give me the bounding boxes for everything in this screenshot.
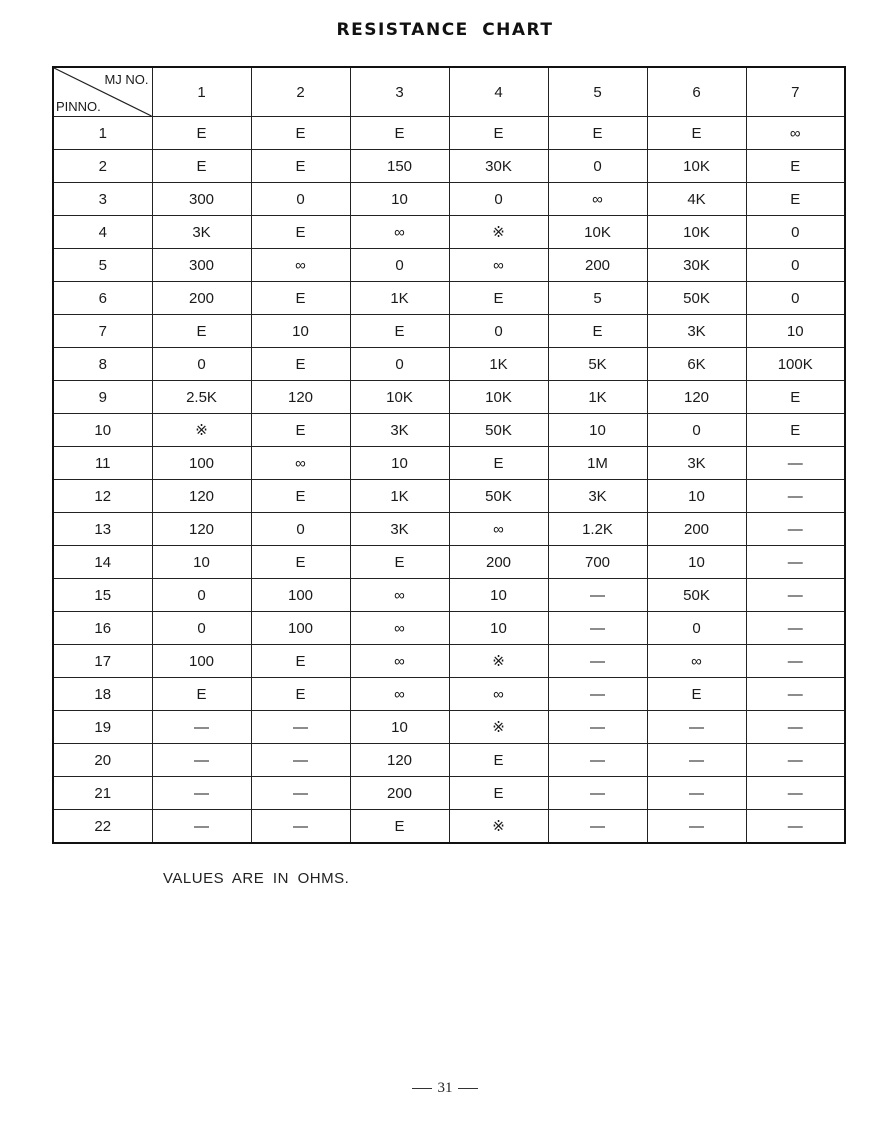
resistance-value-cell: ∞ bbox=[251, 249, 350, 282]
resistance-value-cell: 0 bbox=[548, 150, 647, 183]
resistance-value-cell: 150 bbox=[350, 150, 449, 183]
resistance-value-cell: — bbox=[746, 744, 845, 777]
resistance-value-cell: 200 bbox=[647, 513, 746, 546]
resistance-value-cell: 0 bbox=[350, 249, 449, 282]
pin-number-cell: 21 bbox=[53, 777, 152, 810]
resistance-value-cell: 10 bbox=[647, 480, 746, 513]
resistance-value-cell: E bbox=[251, 216, 350, 249]
resistance-value-cell: — bbox=[647, 711, 746, 744]
resistance-value-cell: — bbox=[548, 678, 647, 711]
resistance-value-cell: 10K bbox=[548, 216, 647, 249]
resistance-value-cell: 200 bbox=[152, 282, 251, 315]
table-row bbox=[53, 480, 845, 513]
table-row bbox=[53, 678, 845, 711]
resistance-value-cell: 3K bbox=[548, 480, 647, 513]
resistance-value-cell: — bbox=[746, 777, 845, 810]
resistance-value-cell: ∞ bbox=[647, 645, 746, 678]
resistance-value-cell: ∞ bbox=[350, 678, 449, 711]
resistance-value-cell: E bbox=[152, 117, 251, 150]
resistance-value-cell: 120 bbox=[152, 480, 251, 513]
table-row bbox=[53, 348, 845, 381]
column-header: 2 bbox=[251, 67, 350, 117]
table-row bbox=[53, 645, 845, 678]
resistance-value-cell: — bbox=[647, 744, 746, 777]
resistance-value-cell: 10 bbox=[152, 546, 251, 579]
pin-number-cell: 22 bbox=[53, 810, 152, 844]
resistance-value-cell: 0 bbox=[350, 348, 449, 381]
resistance-value-cell: E bbox=[251, 348, 350, 381]
resistance-value-cell: 0 bbox=[746, 249, 845, 282]
pin-number-cell: 11 bbox=[53, 447, 152, 480]
pin-number-cell: 7 bbox=[53, 315, 152, 348]
resistance-value-cell: E bbox=[251, 414, 350, 447]
resistance-value-cell: 100 bbox=[251, 579, 350, 612]
resistance-value-cell: 3K bbox=[152, 216, 251, 249]
table-row bbox=[53, 315, 845, 348]
resistance-value-cell: ※ bbox=[449, 810, 548, 844]
table-row bbox=[53, 447, 845, 480]
pin-number-cell: 3 bbox=[53, 183, 152, 216]
resistance-value-cell: E bbox=[449, 117, 548, 150]
pin-number-cell: 10 bbox=[53, 414, 152, 447]
pin-number-cell: 12 bbox=[53, 480, 152, 513]
resistance-value-cell: — bbox=[152, 744, 251, 777]
pin-number-cell: 15 bbox=[53, 579, 152, 612]
table-row bbox=[53, 249, 845, 282]
resistance-value-cell: — bbox=[251, 711, 350, 744]
pin-number-cell: 16 bbox=[53, 612, 152, 645]
resistance-value-cell: 50K bbox=[449, 480, 548, 513]
resistance-value-cell: 10 bbox=[548, 414, 647, 447]
resistance-value-cell: E bbox=[251, 117, 350, 150]
table-row bbox=[53, 579, 845, 612]
table-row bbox=[53, 810, 845, 844]
resistance-value-cell: — bbox=[746, 678, 845, 711]
resistance-value-cell: E bbox=[251, 645, 350, 678]
resistance-value-cell: 0 bbox=[746, 282, 845, 315]
resistance-value-cell: — bbox=[548, 810, 647, 844]
resistance-value-cell: ∞ bbox=[449, 513, 548, 546]
resistance-value-cell: — bbox=[746, 447, 845, 480]
table-row bbox=[53, 150, 845, 183]
resistance-value-cell: E bbox=[449, 777, 548, 810]
resistance-table bbox=[52, 66, 846, 844]
resistance-value-cell: E bbox=[449, 282, 548, 315]
resistance-value-cell: E bbox=[251, 546, 350, 579]
table-row bbox=[53, 546, 845, 579]
column-header: 3 bbox=[350, 67, 449, 117]
resistance-value-cell: E bbox=[350, 546, 449, 579]
resistance-value-cell: 0 bbox=[251, 513, 350, 546]
resistance-value-cell: E bbox=[152, 150, 251, 183]
resistance-value-cell: 10K bbox=[449, 381, 548, 414]
resistance-value-cell: 0 bbox=[449, 315, 548, 348]
resistance-value-cell: 120 bbox=[647, 381, 746, 414]
mj-no-label: MJ NO. bbox=[104, 72, 149, 87]
table-header-row bbox=[53, 67, 845, 117]
resistance-value-cell: 6K bbox=[647, 348, 746, 381]
resistance-value-cell: E bbox=[251, 678, 350, 711]
resistance-value-cell: ※ bbox=[152, 414, 251, 447]
resistance-value-cell: ∞ bbox=[350, 216, 449, 249]
resistance-value-cell: 1M bbox=[548, 447, 647, 480]
table-row bbox=[53, 216, 845, 249]
table-row bbox=[53, 744, 845, 777]
resistance-value-cell: 0 bbox=[152, 579, 251, 612]
resistance-value-cell: E bbox=[350, 117, 449, 150]
table-body bbox=[53, 117, 845, 844]
resistance-value-cell: 200 bbox=[449, 546, 548, 579]
resistance-value-cell: 10K bbox=[647, 150, 746, 183]
resistance-value-cell: ※ bbox=[449, 216, 548, 249]
column-header: 1 bbox=[152, 67, 251, 117]
resistance-value-cell: E bbox=[350, 315, 449, 348]
resistance-value-cell: ∞ bbox=[449, 678, 548, 711]
resistance-value-cell: ∞ bbox=[746, 117, 845, 150]
resistance-value-cell: — bbox=[746, 612, 845, 645]
column-header: 4 bbox=[449, 67, 548, 117]
resistance-value-cell: — bbox=[548, 645, 647, 678]
resistance-value-cell: — bbox=[647, 810, 746, 844]
resistance-value-cell: 1K bbox=[350, 480, 449, 513]
resistance-value-cell: 5 bbox=[548, 282, 647, 315]
pin-number-cell: 18 bbox=[53, 678, 152, 711]
resistance-value-cell: — bbox=[152, 810, 251, 844]
resistance-value-cell: ∞ bbox=[350, 579, 449, 612]
resistance-value-cell: 10 bbox=[647, 546, 746, 579]
column-header: 7 bbox=[746, 67, 845, 117]
resistance-value-cell: 0 bbox=[449, 183, 548, 216]
resistance-value-cell: 300 bbox=[152, 249, 251, 282]
resistance-value-cell: — bbox=[152, 777, 251, 810]
resistance-value-cell: E bbox=[152, 678, 251, 711]
pin-number-cell: 5 bbox=[53, 249, 152, 282]
resistance-value-cell: ∞ bbox=[251, 447, 350, 480]
resistance-value-cell: E bbox=[152, 315, 251, 348]
resistance-value-cell: 10 bbox=[449, 612, 548, 645]
resistance-value-cell: — bbox=[647, 777, 746, 810]
resistance-value-cell: 10 bbox=[350, 711, 449, 744]
pin-number-cell: 9 bbox=[53, 381, 152, 414]
resistance-value-cell: 0 bbox=[152, 348, 251, 381]
resistance-value-cell: ※ bbox=[449, 711, 548, 744]
resistance-value-cell: 200 bbox=[350, 777, 449, 810]
resistance-value-cell: 1.2K bbox=[548, 513, 647, 546]
table-row bbox=[53, 282, 845, 315]
resistance-value-cell: 120 bbox=[152, 513, 251, 546]
resistance-value-cell: — bbox=[548, 777, 647, 810]
resistance-value-cell: 0 bbox=[647, 414, 746, 447]
pin-no-label: PINNO. bbox=[56, 99, 101, 114]
resistance-value-cell: ※ bbox=[449, 645, 548, 678]
resistance-value-cell: 700 bbox=[548, 546, 647, 579]
resistance-value-cell: E bbox=[350, 810, 449, 844]
page-title: RESISTANCE CHART bbox=[336, 20, 554, 40]
resistance-value-cell: 0 bbox=[647, 612, 746, 645]
units-note: VALUES ARE IN OHMS. bbox=[163, 870, 350, 887]
page-number-dash bbox=[412, 1088, 432, 1089]
resistance-value-cell: — bbox=[746, 645, 845, 678]
column-header: 5 bbox=[548, 67, 647, 117]
pin-number-cell: 13 bbox=[53, 513, 152, 546]
table-row bbox=[53, 414, 845, 447]
table-row bbox=[53, 117, 845, 150]
resistance-value-cell: 30K bbox=[647, 249, 746, 282]
resistance-value-cell: 3K bbox=[647, 315, 746, 348]
page-number-text: 31 bbox=[437, 1080, 453, 1096]
resistance-value-cell: 120 bbox=[251, 381, 350, 414]
resistance-value-cell: E bbox=[251, 480, 350, 513]
resistance-value-cell: 0 bbox=[152, 612, 251, 645]
resistance-value-cell: — bbox=[746, 810, 845, 844]
pin-number-cell: 20 bbox=[53, 744, 152, 777]
resistance-value-cell: 1K bbox=[350, 282, 449, 315]
pin-number-cell: 14 bbox=[53, 546, 152, 579]
resistance-value-cell: — bbox=[746, 579, 845, 612]
resistance-value-cell: 200 bbox=[548, 249, 647, 282]
table-row bbox=[53, 777, 845, 810]
resistance-value-cell: ∞ bbox=[350, 612, 449, 645]
page-number bbox=[0, 1080, 890, 1097]
pin-number-cell: 1 bbox=[53, 117, 152, 150]
resistance-value-cell: 0 bbox=[251, 183, 350, 216]
page-number-dash bbox=[458, 1088, 478, 1089]
resistance-value-cell: E bbox=[647, 678, 746, 711]
resistance-value-cell: E bbox=[449, 744, 548, 777]
pin-number-cell: 19 bbox=[53, 711, 152, 744]
resistance-value-cell: 5K bbox=[548, 348, 647, 381]
resistance-value-cell: 10 bbox=[350, 447, 449, 480]
resistance-value-cell: — bbox=[152, 711, 251, 744]
resistance-value-cell: 10 bbox=[350, 183, 449, 216]
corner-header-cell bbox=[53, 67, 152, 117]
table-row bbox=[53, 612, 845, 645]
resistance-value-cell: E bbox=[647, 117, 746, 150]
resistance-value-cell: 120 bbox=[350, 744, 449, 777]
column-header: 6 bbox=[647, 67, 746, 117]
resistance-value-cell: E bbox=[746, 414, 845, 447]
resistance-value-cell: E bbox=[548, 117, 647, 150]
resistance-value-cell: 100 bbox=[251, 612, 350, 645]
resistance-value-cell: — bbox=[746, 513, 845, 546]
resistance-value-cell: — bbox=[746, 711, 845, 744]
resistance-value-cell: 100 bbox=[152, 645, 251, 678]
resistance-value-cell: 10 bbox=[251, 315, 350, 348]
table-row bbox=[53, 381, 845, 414]
resistance-value-cell: ∞ bbox=[449, 249, 548, 282]
resistance-value-cell: 10K bbox=[350, 381, 449, 414]
resistance-value-cell: — bbox=[548, 579, 647, 612]
resistance-value-cell: 10K bbox=[647, 216, 746, 249]
resistance-value-cell: 30K bbox=[449, 150, 548, 183]
table-row bbox=[53, 513, 845, 546]
resistance-value-cell: 3K bbox=[350, 513, 449, 546]
resistance-value-cell: E bbox=[548, 315, 647, 348]
resistance-value-cell: — bbox=[251, 777, 350, 810]
resistance-value-cell: 0 bbox=[746, 216, 845, 249]
pin-number-cell: 2 bbox=[53, 150, 152, 183]
resistance-value-cell: — bbox=[548, 744, 647, 777]
resistance-value-cell: — bbox=[548, 612, 647, 645]
resistance-value-cell: 2.5K bbox=[152, 381, 251, 414]
table-row bbox=[53, 711, 845, 744]
resistance-value-cell: 10 bbox=[746, 315, 845, 348]
resistance-value-cell: — bbox=[251, 744, 350, 777]
resistance-value-cell: 3K bbox=[647, 447, 746, 480]
resistance-value-cell: ∞ bbox=[350, 645, 449, 678]
resistance-value-cell: — bbox=[746, 546, 845, 579]
resistance-value-cell: E bbox=[746, 183, 845, 216]
resistance-value-cell: ∞ bbox=[548, 183, 647, 216]
resistance-value-cell: E bbox=[746, 150, 845, 183]
resistance-value-cell: E bbox=[449, 447, 548, 480]
resistance-value-cell: 4K bbox=[647, 183, 746, 216]
resistance-value-cell: 300 bbox=[152, 183, 251, 216]
resistance-value-cell: 100K bbox=[746, 348, 845, 381]
pin-number-cell: 4 bbox=[53, 216, 152, 249]
resistance-value-cell: 50K bbox=[647, 579, 746, 612]
resistance-value-cell: 50K bbox=[449, 414, 548, 447]
resistance-value-cell: — bbox=[548, 711, 647, 744]
resistance-value-cell: E bbox=[251, 282, 350, 315]
resistance-value-cell: 3K bbox=[350, 414, 449, 447]
resistance-value-cell: 10 bbox=[449, 579, 548, 612]
resistance-value-cell: 1K bbox=[548, 381, 647, 414]
resistance-value-cell: — bbox=[251, 810, 350, 844]
resistance-value-cell: E bbox=[251, 150, 350, 183]
resistance-value-cell: E bbox=[746, 381, 845, 414]
pin-number-cell: 6 bbox=[53, 282, 152, 315]
table-row bbox=[53, 183, 845, 216]
resistance-value-cell: 100 bbox=[152, 447, 251, 480]
pin-number-cell: 8 bbox=[53, 348, 152, 381]
resistance-value-cell: 50K bbox=[647, 282, 746, 315]
resistance-value-cell: 1K bbox=[449, 348, 548, 381]
resistance-value-cell: — bbox=[746, 480, 845, 513]
pin-number-cell: 17 bbox=[53, 645, 152, 678]
